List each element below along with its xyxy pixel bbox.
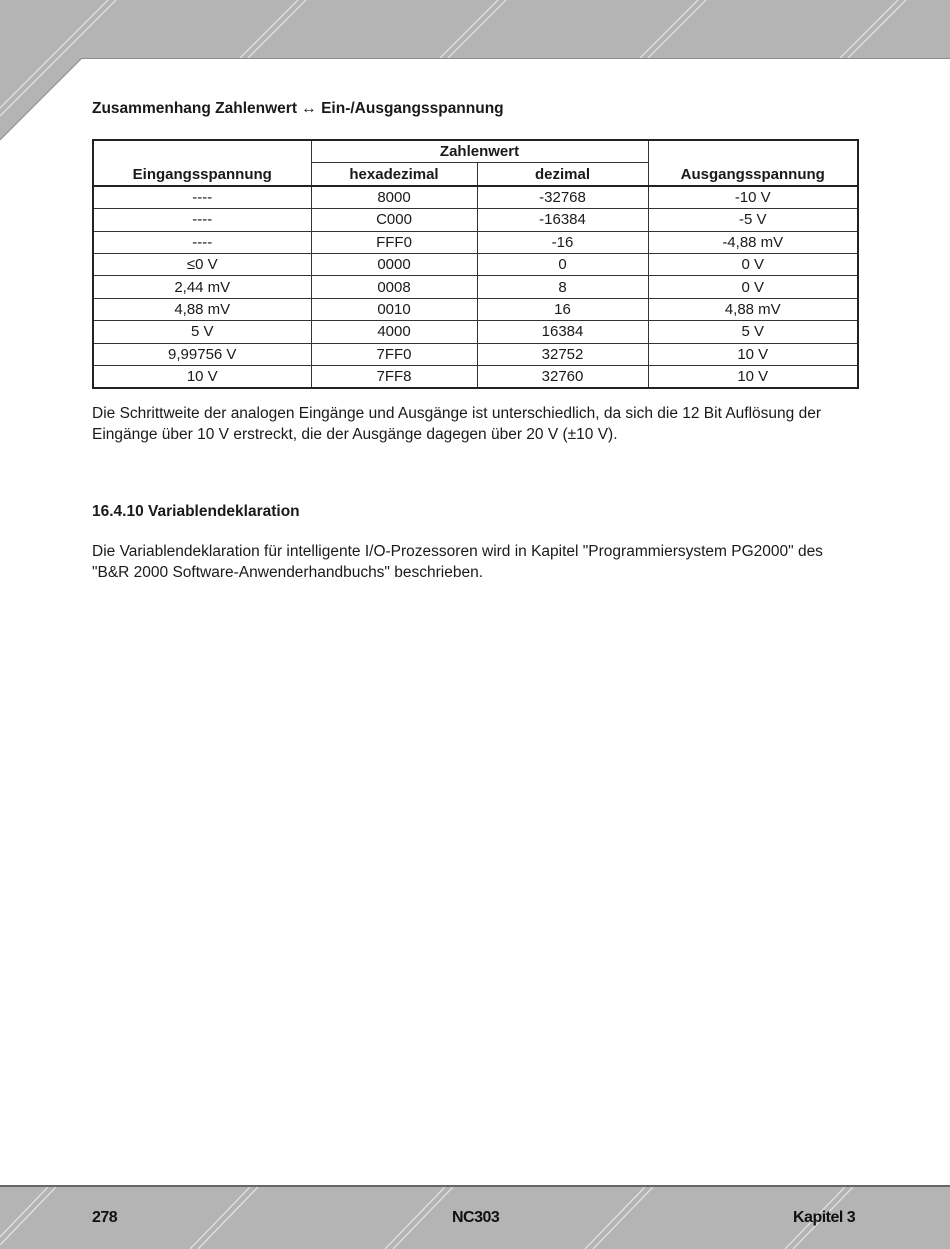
cell-hex: 7FF8 bbox=[311, 365, 477, 388]
table-row bbox=[93, 209, 858, 231]
cell-hex: C000 bbox=[311, 209, 477, 231]
header-stripes bbox=[0, 0, 950, 58]
cell-input: 9,99756 V bbox=[93, 343, 311, 365]
cell-input: ---- bbox=[93, 186, 311, 209]
declaration-paragraph: Die Variablendeklaration für intelligente I/O-Prozessoren wird in Kapitel "Programmiersystem PG2000" des "B&R 2000 Software-Anwenderhandbuchs" beschrieben. bbox=[92, 543, 823, 581]
table-heading: Zusammenhang Zahlenwert ↔ Ein-/Ausgangsspannung bbox=[92, 100, 504, 117]
table-row bbox=[93, 231, 858, 253]
page-number: 278 bbox=[92, 1209, 118, 1226]
table-row bbox=[93, 365, 858, 388]
header-band bbox=[0, 0, 950, 59]
cell-output: 10 V bbox=[648, 343, 858, 365]
cell-decimal: 0 bbox=[477, 253, 648, 275]
cell-decimal: 16384 bbox=[477, 321, 648, 343]
cell-output: -4,88 mV bbox=[648, 231, 858, 253]
cell-output: 5 V bbox=[648, 321, 858, 343]
cell-hex: 0008 bbox=[311, 276, 477, 298]
cell-input: ≤0 V bbox=[93, 253, 311, 275]
cell-hex: FFF0 bbox=[311, 231, 477, 253]
cell-decimal: 8 bbox=[477, 276, 648, 298]
cell-input: 5 V bbox=[93, 321, 311, 343]
cell-decimal: 32760 bbox=[477, 365, 648, 388]
cell-decimal: -16384 bbox=[477, 209, 648, 231]
cell-decimal: 16 bbox=[477, 298, 648, 320]
table-row bbox=[93, 321, 858, 343]
corner-decoration bbox=[0, 58, 82, 143]
cell-hex: 7FF0 bbox=[311, 343, 477, 365]
cell-hex: 4000 bbox=[311, 321, 477, 343]
table-row bbox=[93, 186, 858, 209]
cell-hex: 0000 bbox=[311, 253, 477, 275]
cell-hex: 0010 bbox=[311, 298, 477, 320]
table-row bbox=[93, 253, 858, 275]
cell-output: 0 V bbox=[648, 253, 858, 275]
product-name: NC303 bbox=[452, 1209, 500, 1226]
table-row bbox=[93, 298, 858, 320]
conversion-table bbox=[92, 139, 859, 389]
cell-input: ---- bbox=[93, 209, 311, 231]
header-input-voltage: Eingangsspannung bbox=[93, 140, 311, 186]
cell-output: 4,88 mV bbox=[648, 298, 858, 320]
header-output-voltage: Ausgangsspannung bbox=[648, 140, 858, 186]
resolution-paragraph: Die Schrittweite der analogen Eingänge und Ausgänge ist unterschiedlich, da sich die 12 Bit Auflösung der Eingänge über 10 V erstreckt, die der Ausgänge dagegen über 20 V (±10 V). bbox=[92, 405, 821, 443]
table-row bbox=[93, 276, 858, 298]
cell-input: 10 V bbox=[93, 365, 311, 388]
cell-decimal: 32752 bbox=[477, 343, 648, 365]
header-hexadecimal: hexadezimal bbox=[311, 163, 477, 186]
header-numeric-value: Zahlenwert bbox=[311, 140, 648, 163]
cell-decimal: -16 bbox=[477, 231, 648, 253]
table-row bbox=[93, 343, 858, 365]
cell-hex: 8000 bbox=[311, 186, 477, 209]
cell-input: 2,44 mV bbox=[93, 276, 311, 298]
cell-decimal: -32768 bbox=[477, 186, 648, 209]
cell-output: -5 V bbox=[648, 209, 858, 231]
header-decimal: dezimal bbox=[477, 163, 648, 186]
cell-output: 10 V bbox=[648, 365, 858, 388]
cell-input: ---- bbox=[93, 231, 311, 253]
section-heading: 16.4.10 Variablendeklaration bbox=[92, 503, 300, 520]
cell-output: -10 V bbox=[648, 186, 858, 209]
cell-input: 4,88 mV bbox=[93, 298, 311, 320]
chapter-label: Kapitel 3 bbox=[793, 1209, 856, 1226]
cell-output: 0 V bbox=[648, 276, 858, 298]
